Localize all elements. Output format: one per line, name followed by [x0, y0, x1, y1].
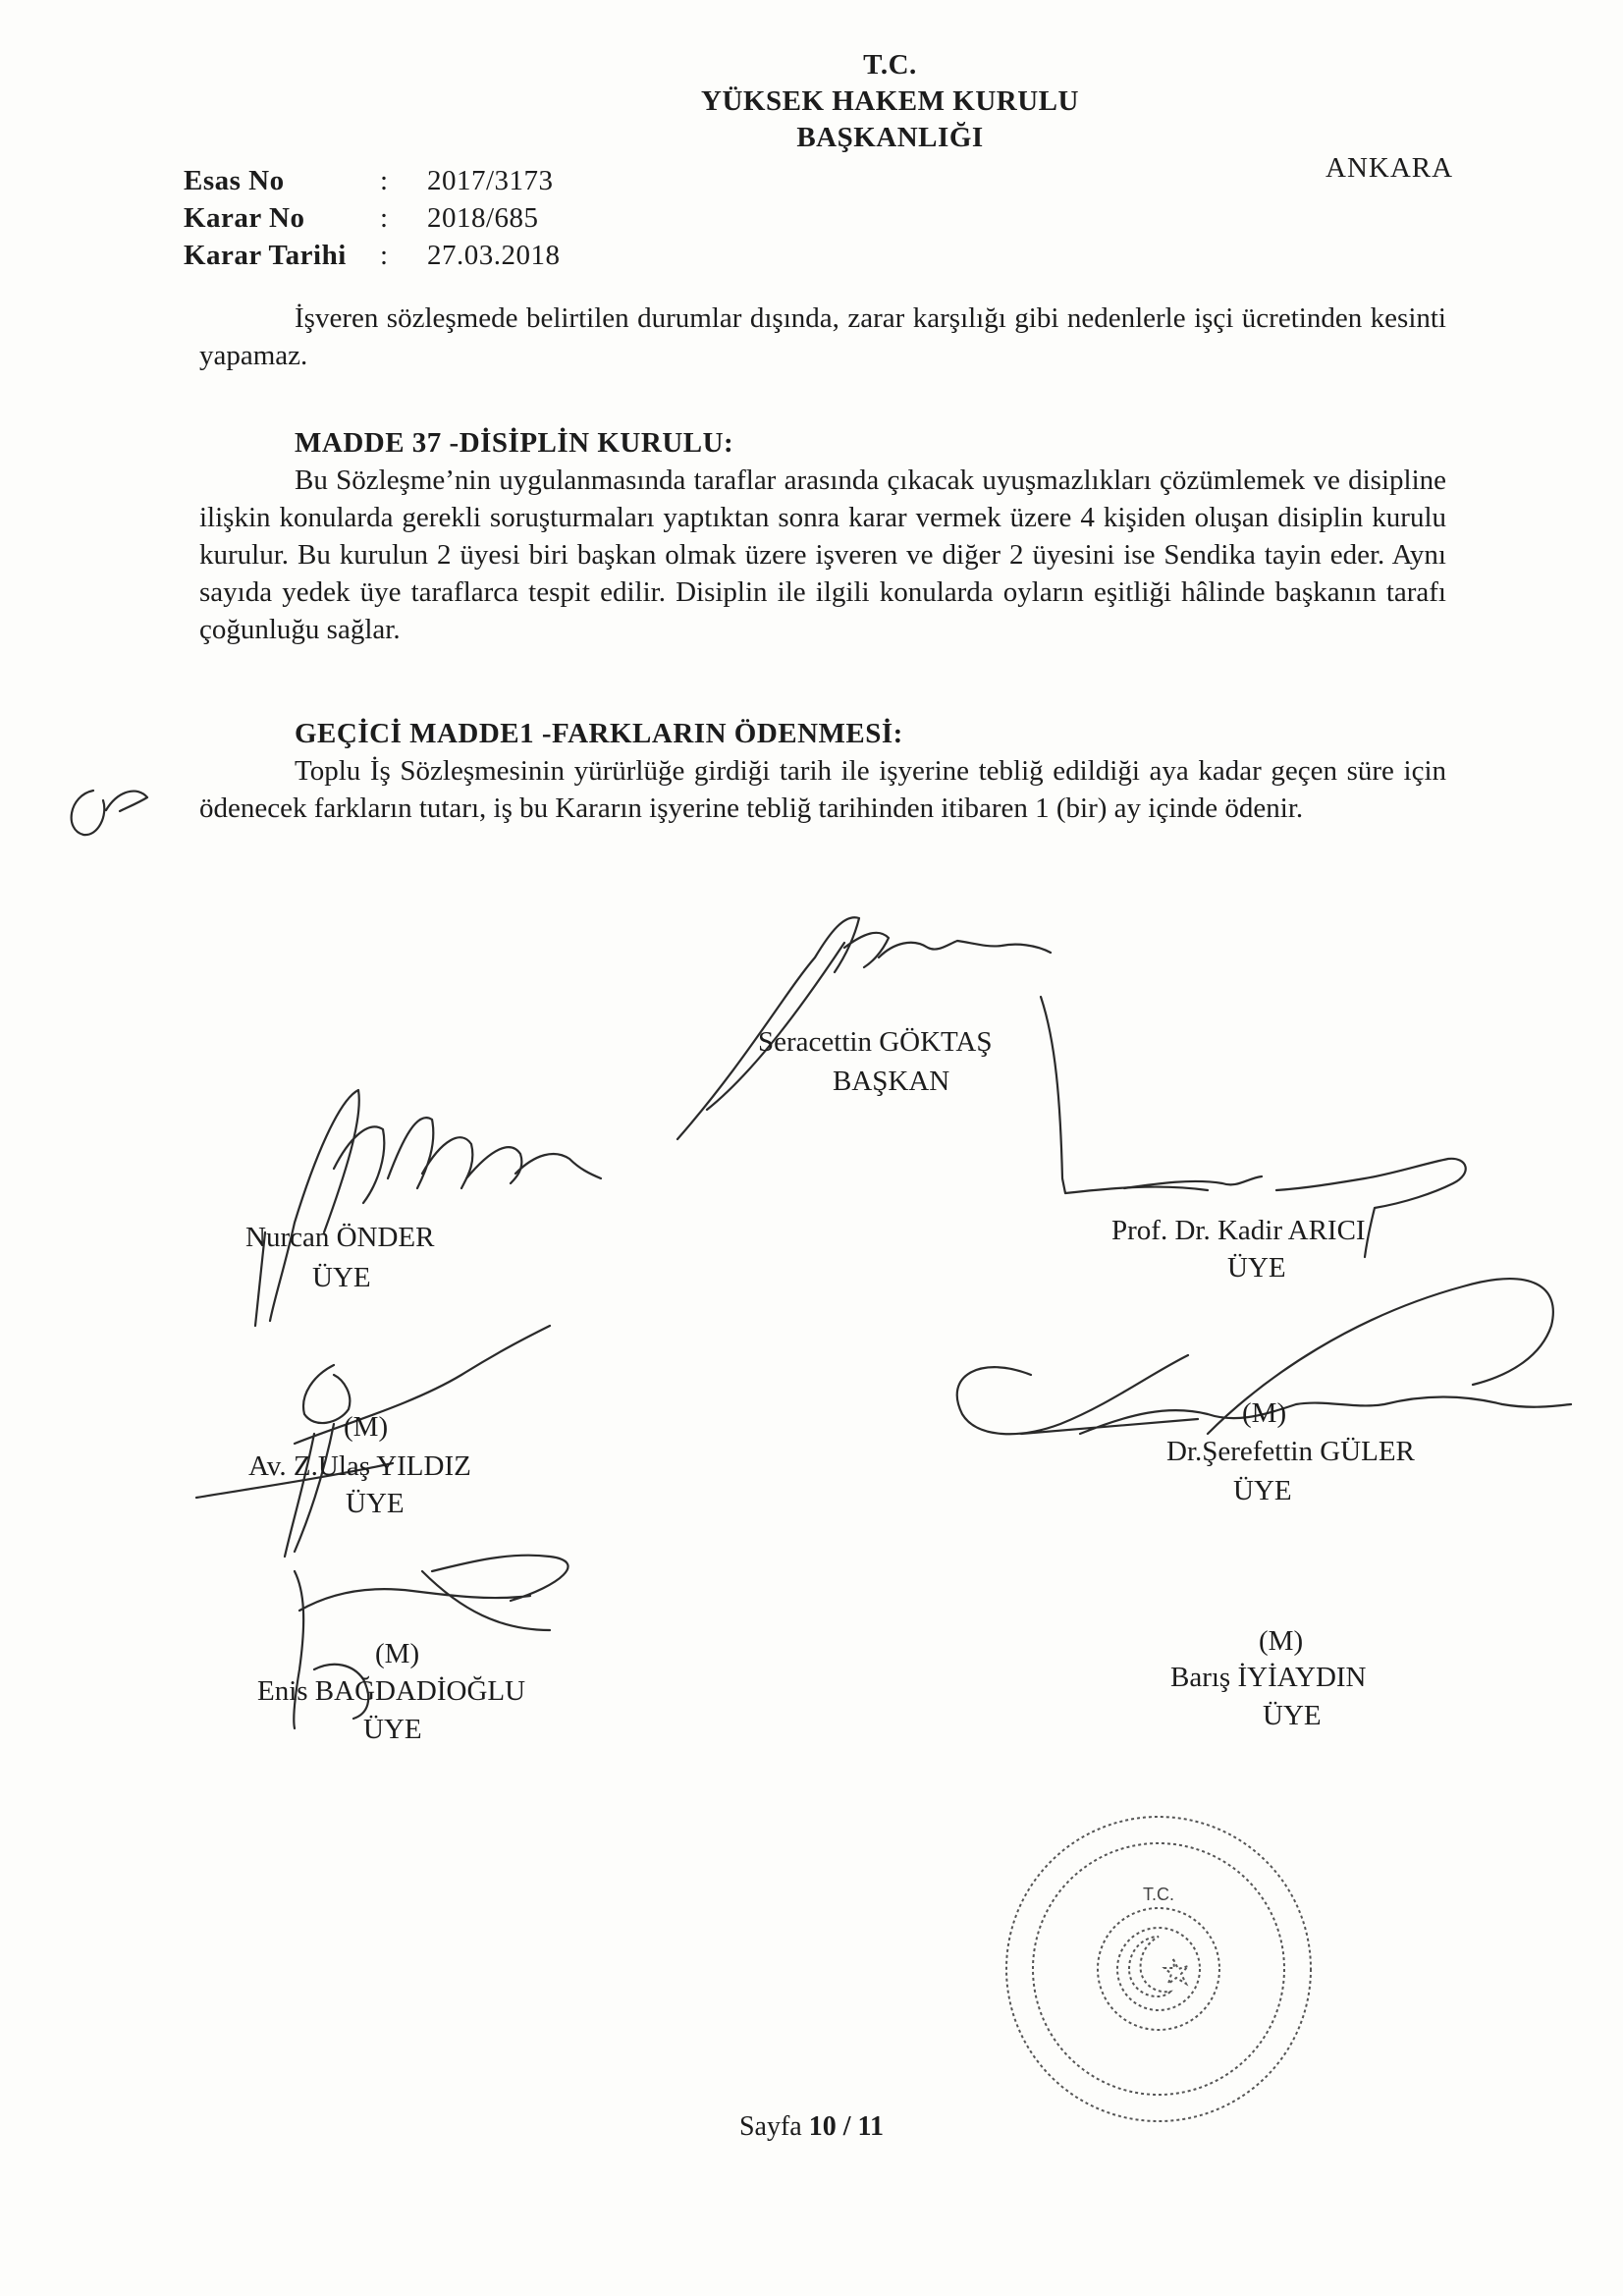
margin-initial-mark — [72, 791, 147, 835]
member1-name: Nurcan ÖNDER — [245, 1222, 435, 1253]
chair-role: BAŞKAN — [833, 1066, 950, 1097]
meta-label: Karar Tarihi — [184, 240, 347, 271]
meta-label: Karar No — [184, 202, 305, 234]
meta-value: 27.03.2018 — [427, 240, 561, 271]
member6-role: ÜYE — [1263, 1700, 1322, 1731]
page-prefix: Sayfa — [738, 2111, 802, 2142]
meta-value: 2017/3173 — [427, 165, 554, 196]
section-article-37 — [199, 424, 1446, 648]
member3-name: Av. Z.Ulaş YILDIZ — [248, 1450, 471, 1482]
section-text: Toplu İş Sözleşmesinin yürürlüğe girdiği tarih ile işyerine tebliğ edildiği aya kadar geçen süre için ödenecek farkların tutarı, iş bu Kararın işyerine tebliğ tarihinden itibaren 1 (bir) ay içinde ödenir. — [199, 755, 1446, 824]
chair-name: Seracettin GÖKTAŞ — [758, 1026, 993, 1058]
meta-colon: : — [380, 202, 389, 234]
section-title: GEÇİCİ MADDE1 -FARKLARIN ÖDENMESİ: — [295, 718, 903, 749]
city-label: ANKARA — [1325, 152, 1454, 184]
meta-value: 2018/685 — [427, 202, 539, 234]
member5-role: ÜYE — [363, 1714, 422, 1745]
chair-bracket-line — [1041, 997, 1208, 1193]
meta-row-karar — [184, 199, 561, 237]
member3-mark: (M) — [344, 1411, 389, 1443]
member2-name: Prof. Dr. Kadir ARICI — [1111, 1215, 1366, 1246]
paragraph-text: İşveren sözleşmede belirtilen durumlar dışında, zarar karşılığı gibi nedenlerle işçi ücretinden kesinti yapamaz. — [199, 302, 1446, 371]
page-total: 11 — [857, 2111, 884, 2142]
case-meta — [184, 162, 561, 274]
section-title: MADDE 37 -DİSİPLİN KURULU: — [295, 427, 734, 459]
meta-colon: : — [380, 165, 389, 196]
member6-mark: (M) — [1259, 1625, 1304, 1657]
member5-name: Enis BAĞDADİOĞLU — [257, 1675, 526, 1707]
page-current: 10 — [808, 2111, 837, 2142]
section-text: Bu Sözleşme’nin uygulanmasında taraflar arasında çıkacak uyuşmazlıkları çözümlemek ve disipline ilişkin konularda gerekli soruşturmaları yaptıktan sonra karar vermek üzere 4 kişiden oluşan disiplin kurulu kurulur. Bu kurulun 2 üyesi biri başkan olmak üzere işveren ve diğer 2 üyesini ise Sendika tayin eder. Aynı sayıda yedek üye taraflarca tespit edilir. Disiplin ile ilgili konularda oyların eşitliği hâlinde başkanın tarafı çoğunluğu sağlar. — [199, 465, 1446, 645]
member3-role: ÜYE — [346, 1488, 405, 1519]
header-line-institution: YÜKSEK HAKEM KURULU — [701, 85, 1079, 117]
official-seal — [1006, 1817, 1311, 2121]
meta-label: Esas No — [184, 165, 285, 196]
meta-row-esas — [184, 162, 561, 199]
member4-role: ÜYE — [1233, 1475, 1292, 1506]
member1-role: ÜYE — [312, 1262, 371, 1293]
member4-name: Dr.Şerefettin GÜLER — [1166, 1436, 1415, 1467]
page-number — [0, 2111, 1623, 2143]
member5-mark: (M) — [375, 1638, 420, 1669]
member6-name: Barış İYİAYDIN — [1170, 1662, 1367, 1693]
section-temporary-article — [199, 715, 1446, 827]
member1-signature — [255, 1090, 601, 1326]
member4-mark: (M) — [1242, 1397, 1287, 1429]
meta-row-tarih — [184, 237, 561, 274]
seal-text: T.C. — [1142, 1885, 1175, 1904]
header-line-office: BAŞKANLIĞI — [796, 122, 984, 153]
document-header — [0, 47, 1623, 156]
paragraph-deduction — [199, 300, 1446, 374]
header-line-tc: T.C. — [863, 49, 917, 81]
member2-role: ÜYE — [1227, 1252, 1286, 1284]
page-separator: / — [842, 2111, 851, 2142]
meta-colon: : — [380, 240, 389, 271]
